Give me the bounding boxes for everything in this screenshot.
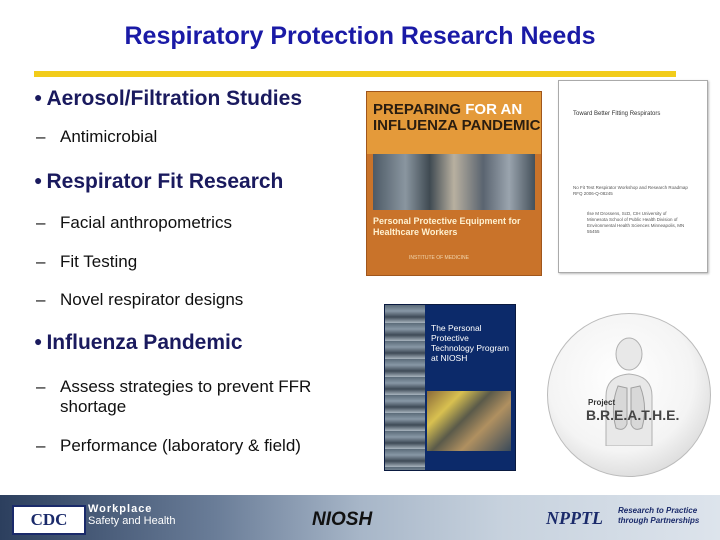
- npptl-logo: NPPTL: [546, 508, 603, 528]
- title-underline: [34, 71, 676, 77]
- book-cover-ppt-program: [384, 304, 516, 471]
- report-author: Ilse M Drossens, ScD, CIH University of Minnesota School of Public Health Division of Environmental Health Sciences Minneapolis, MN 55455: [587, 211, 685, 234]
- npptl-tagline: Research to Practice through Partnerships: [618, 506, 700, 525]
- dash-icon: –: [36, 436, 46, 455]
- sub-label: Assess strategies to prevent FFR shortage: [60, 377, 312, 416]
- project-breathe-logo: [547, 313, 711, 477]
- book-cover-publisher: INSTITUTE OF MEDICINE: [409, 255, 469, 261]
- bullet-dot-icon: ●: [34, 333, 43, 349]
- breathe-label: B.R.E.A.T.H.E.: [586, 407, 680, 423]
- project-label: Project: [588, 398, 616, 407]
- niosh-logo: NIOSH: [312, 509, 373, 530]
- slide-title: Respiratory Protection Research Needs: [124, 22, 596, 50]
- dash-icon: –: [36, 290, 46, 309]
- bullet-fit-research: [34, 170, 283, 194]
- book-cover-subtitle: Personal Protective Equipment for Healthcare Workers: [373, 216, 521, 237]
- book-cover-title: PREPARING FOR AN INFLUENZA PANDEMIC: [373, 101, 541, 134]
- sub-fit-testing: [36, 252, 137, 272]
- report-meeting: No Fit Test Respirator Workshop and Research Roadmap RFQ 2006-Q-08245: [573, 185, 688, 196]
- bullet-aerosol: [34, 87, 302, 111]
- sub-facial: [36, 213, 232, 233]
- person-lungs-icon: [598, 336, 660, 446]
- bullet-dot-icon: ●: [34, 172, 43, 188]
- book2-title: The Personal Protective Technology Program at NIOSH: [431, 323, 509, 363]
- workplace-safety-logo: Workplace Safety and Health: [88, 503, 176, 527]
- dash-icon: –: [36, 377, 46, 396]
- bullet-influenza: [34, 331, 243, 355]
- report-title: Toward Better Fitting Respirators: [573, 111, 661, 117]
- dash-icon: –: [36, 213, 46, 232]
- book2-photo: [427, 391, 511, 451]
- sub-label: Facial anthropometrics: [60, 213, 232, 232]
- bullet-label: Aerosol/Filtration Studies: [46, 87, 302, 110]
- report-cover-fitting-respirators: [558, 80, 708, 273]
- sub-performance: [36, 436, 301, 456]
- sub-label: Performance (laboratory & field): [60, 436, 301, 455]
- bullet-dot-icon: ●: [34, 89, 43, 105]
- bullet-label: Influenza Pandemic: [46, 331, 243, 354]
- sub-novel-designs: [36, 290, 243, 310]
- sub-assess-strategies: [36, 377, 366, 417]
- book-cover-photos: [373, 154, 535, 210]
- sub-antimicrobial: [36, 127, 157, 147]
- dash-icon: –: [36, 127, 46, 146]
- dash-icon: –: [36, 252, 46, 271]
- book-cover-influenza-pandemic: [366, 91, 542, 276]
- sub-label: Novel respirator designs: [60, 290, 244, 309]
- cdc-logo: CDC: [12, 505, 86, 535]
- sub-label: Antimicrobial: [60, 127, 158, 146]
- sub-label: Fit Testing: [60, 252, 138, 271]
- bullet-label: Respirator Fit Research: [46, 170, 284, 193]
